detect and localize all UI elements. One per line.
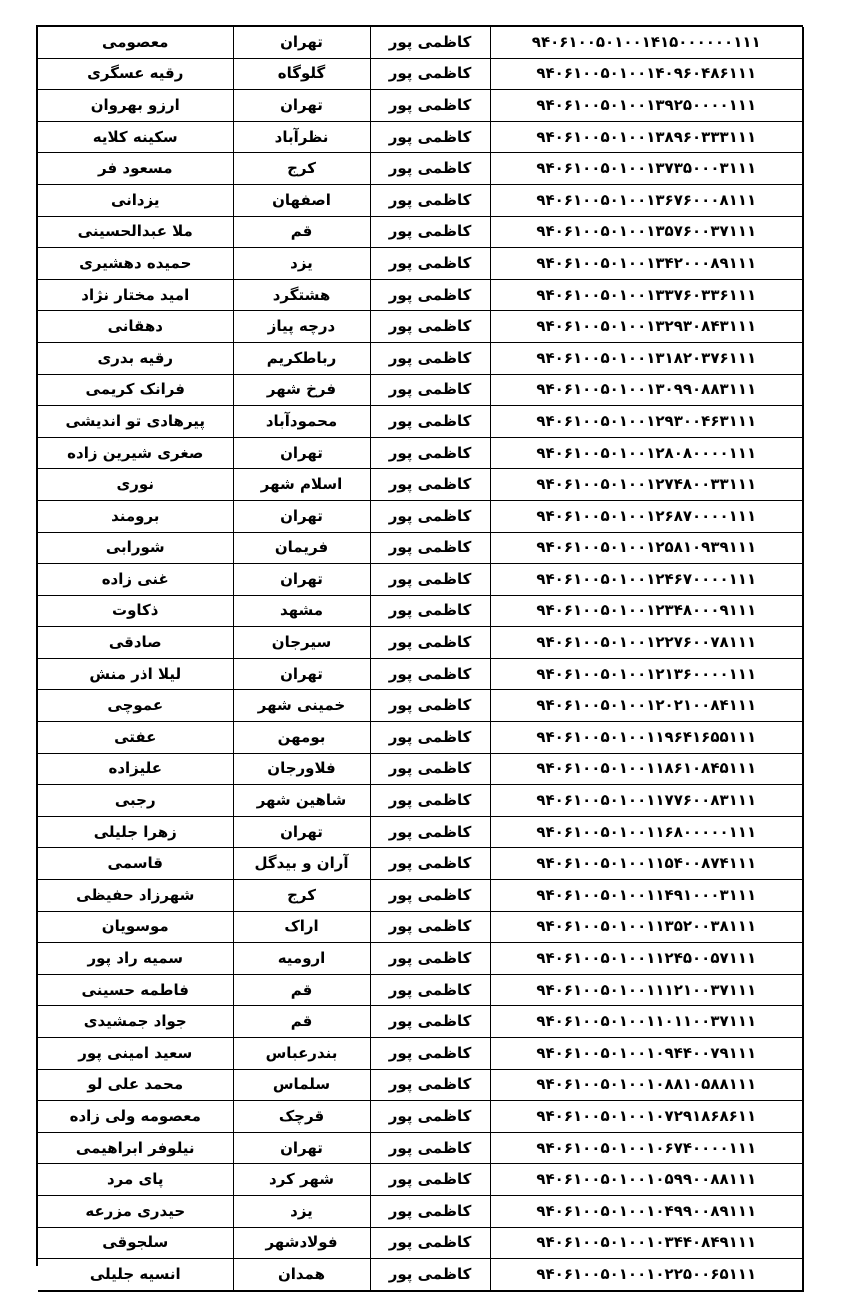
table-row <box>38 753 803 785</box>
agent-cell: کاظمی پور <box>370 279 490 311</box>
agent-cell: کاظمی پور <box>370 943 490 975</box>
account-code-cell: ۹۴۰۶۱۰۰۵۰۱۰۰۱۴۱۵۰۰۰۰۰۰۱۱۱ <box>490 27 803 58</box>
city-cell: همدان <box>233 1259 370 1291</box>
city-cell: بندرعباس <box>233 1038 370 1070</box>
agent-cell: کاظمی پور <box>370 1006 490 1038</box>
agent-cell: کاظمی پور <box>370 1259 490 1291</box>
table-row <box>38 500 803 532</box>
agent-cell: کاظمی پور <box>370 121 490 153</box>
table-row <box>38 184 803 216</box>
agent-cell: کاظمی پور <box>370 58 490 90</box>
city-cell: کرج <box>233 880 370 912</box>
city-cell: خمینی شهر <box>233 690 370 722</box>
person-name-cell: صغری شیرین زاده <box>38 437 233 469</box>
account-code-cell: ۹۴۰۶۱۰۰۵۰۱۰۰۱۲۲۷۶۰۰۷۸۱۱۱ <box>490 627 803 659</box>
account-code-cell: ۹۴۰۶۱۰۰۵۰۱۰۰۱۰۳۴۴۰۸۴۹۱۱۱ <box>490 1227 803 1259</box>
agent-cell: کاظمی پور <box>370 1069 490 1101</box>
city-cell: کرج <box>233 153 370 185</box>
person-name-cell: سکینه کلایه <box>38 121 233 153</box>
account-code-cell: ۹۴۰۶۱۰۰۵۰۱۰۰۱۱۳۵۲۰۰۳۸۱۱۱ <box>490 911 803 943</box>
person-name-cell: عفتی <box>38 722 233 754</box>
table-row <box>38 785 803 817</box>
account-code-cell: ۹۴۰۶۱۰۰۵۰۱۰۰۱۳۵۷۶۰۰۳۷۱۱۱ <box>490 216 803 248</box>
account-code-cell: ۹۴۰۶۱۰۰۵۰۱۰۰۱۲۶۸۷۰۰۰۰۱۱۱ <box>490 500 803 532</box>
account-code-cell: ۹۴۰۶۱۰۰۵۰۱۰۰۱۲۴۶۷۰۰۰۰۱۱۱ <box>490 564 803 596</box>
table-row <box>38 816 803 848</box>
person-name-cell: ارزو بهروان <box>38 90 233 122</box>
agent-cell: کاظمی پور <box>370 911 490 943</box>
person-name-cell: رجبی <box>38 785 233 817</box>
city-cell: شهر کرد <box>233 1164 370 1196</box>
city-cell: سیرجان <box>233 627 370 659</box>
agent-cell: کاظمی پور <box>370 753 490 785</box>
person-name-cell: صادقی <box>38 627 233 659</box>
person-name-cell: ذکاوت <box>38 595 233 627</box>
person-name-cell: یزدانی <box>38 184 233 216</box>
account-code-cell: ۹۴۰۶۱۰۰۵۰۱۰۰۱۴۰۹۶۰۴۸۶۱۱۱ <box>490 58 803 90</box>
person-name-cell: جواد جمشیدی <box>38 1006 233 1038</box>
account-code-cell: ۹۴۰۶۱۰۰۵۰۱۰۰۱۲۹۳۰۰۴۶۳۱۱۱ <box>490 406 803 438</box>
city-cell: تهران <box>233 564 370 596</box>
city-cell: تهران <box>233 658 370 690</box>
agent-cell: کاظمی پور <box>370 627 490 659</box>
table-row <box>38 153 803 185</box>
table-row <box>38 564 803 596</box>
city-cell: قرچک <box>233 1101 370 1133</box>
table-row <box>38 722 803 754</box>
account-code-cell: ۹۴۰۶۱۰۰۵۰۱۰۰۱۱۶۸۰۰۰۰۰۱۱۱ <box>490 816 803 848</box>
account-code-cell: ۹۴۰۶۱۰۰۵۰۱۰۰۱۰۸۸۱۰۵۸۸۱۱۱ <box>490 1069 803 1101</box>
city-cell: قم <box>233 216 370 248</box>
agent-cell: کاظمی پور <box>370 27 490 58</box>
city-cell: تهران <box>233 27 370 58</box>
table-row <box>38 1006 803 1038</box>
agent-cell: کاظمی پور <box>370 564 490 596</box>
person-name-cell: رقیه بدری <box>38 342 233 374</box>
table-row <box>38 216 803 248</box>
person-name-cell: لیلا اذر منش <box>38 658 233 690</box>
account-code-cell: ۹۴۰۶۱۰۰۵۰۱۰۰۱۲۰۲۱۰۰۸۴۱۱۱ <box>490 690 803 722</box>
city-cell: تهران <box>233 1132 370 1164</box>
agent-cell: کاظمی پور <box>370 374 490 406</box>
account-code-cell: ۹۴۰۶۱۰۰۵۰۱۰۰۱۲۱۳۶۰۰۰۰۱۱۱ <box>490 658 803 690</box>
account-code-cell: ۹۴۰۶۱۰۰۵۰۱۰۰۱۱۸۶۱۰۸۴۵۱۱۱ <box>490 753 803 785</box>
city-cell: محمودآباد <box>233 406 370 438</box>
table-row <box>38 27 803 58</box>
person-name-cell: پیرهادی تو اندیشی <box>38 406 233 438</box>
city-cell: گلوگاه <box>233 58 370 90</box>
person-name-cell: شورابی <box>38 532 233 564</box>
agent-cell: کاظمی پور <box>370 1164 490 1196</box>
table-row <box>38 1069 803 1101</box>
city-cell: اراک <box>233 911 370 943</box>
person-name-cell: غنی زاده <box>38 564 233 596</box>
table-row <box>38 1038 803 1070</box>
person-name-cell: سمیه راد پور <box>38 943 233 975</box>
person-name-cell: شهرزاد حفیظی <box>38 880 233 912</box>
city-cell: فریمان <box>233 532 370 564</box>
city-cell: اسلام شهر <box>233 469 370 501</box>
agent-cell: کاظمی پور <box>370 690 490 722</box>
table-row <box>38 1195 803 1227</box>
table-row <box>38 248 803 280</box>
person-name-cell: موسویان <box>38 911 233 943</box>
table-row <box>38 279 803 311</box>
table-row <box>38 121 803 153</box>
records-table <box>38 27 804 1292</box>
table-row <box>38 469 803 501</box>
agent-cell: کاظمی پور <box>370 1038 490 1070</box>
agent-cell: کاظمی پور <box>370 1132 490 1164</box>
person-name-cell: نیلوفر ابراهیمی <box>38 1132 233 1164</box>
account-code-cell: ۹۴۰۶۱۰۰۵۰۱۰۰۱۱۹۶۴۱۶۵۵۱۱۱ <box>490 722 803 754</box>
person-name-cell: فاطمه حسینی <box>38 974 233 1006</box>
table-row <box>38 943 803 975</box>
table-row <box>38 90 803 122</box>
agent-cell: کاظمی پور <box>370 974 490 1006</box>
agent-cell: کاظمی پور <box>370 595 490 627</box>
city-cell: مشهد <box>233 595 370 627</box>
agent-cell: کاظمی پور <box>370 722 490 754</box>
city-cell: اصفهان <box>233 184 370 216</box>
city-cell: سلماس <box>233 1069 370 1101</box>
person-name-cell: علیزاده <box>38 753 233 785</box>
table-row <box>38 311 803 343</box>
person-name-cell: زهرا جلیلی <box>38 816 233 848</box>
city-cell: بومهن <box>233 722 370 754</box>
agent-cell: کاظمی پور <box>370 342 490 374</box>
agent-cell: کاظمی پور <box>370 880 490 912</box>
city-cell: تهران <box>233 500 370 532</box>
account-code-cell: ۹۴۰۶۱۰۰۵۰۱۰۰۱۰۷۲۹۱۸۶۸۶۱۱ <box>490 1101 803 1133</box>
agent-cell: کاظمی پور <box>370 1195 490 1227</box>
person-name-cell: معصومه ولی زاده <box>38 1101 233 1133</box>
city-cell: فولادشهر <box>233 1227 370 1259</box>
agent-cell: کاظمی پور <box>370 848 490 880</box>
person-name-cell: عموچی <box>38 690 233 722</box>
agent-cell: کاظمی پور <box>370 500 490 532</box>
city-cell: تهران <box>233 816 370 848</box>
table-row <box>38 911 803 943</box>
person-name-cell: فرانک کریمی <box>38 374 233 406</box>
city-cell: یزد <box>233 1195 370 1227</box>
account-code-cell: ۹۴۰۶۱۰۰۵۰۱۰۰۱۰۹۴۴۰۰۷۹۱۱۱ <box>490 1038 803 1070</box>
table-row <box>38 848 803 880</box>
account-code-cell: ۹۴۰۶۱۰۰۵۰۱۰۰۱۱۱۲۱۰۰۳۷۱۱۱ <box>490 974 803 1006</box>
table-row <box>38 1259 803 1291</box>
table-row <box>38 658 803 690</box>
records-table-body <box>38 27 803 1291</box>
person-name-cell: ملا عبدالحسینی <box>38 216 233 248</box>
person-name-cell: قاسمی <box>38 848 233 880</box>
person-name-cell: مسعود فر <box>38 153 233 185</box>
person-name-cell: معصومی <box>38 27 233 58</box>
agent-cell: کاظمی پور <box>370 658 490 690</box>
person-name-cell: امید مختار نژاد <box>38 279 233 311</box>
person-name-cell: نوری <box>38 469 233 501</box>
city-cell: هشتگرد <box>233 279 370 311</box>
agent-cell: کاظمی پور <box>370 90 490 122</box>
table-row <box>38 58 803 90</box>
city-cell: تهران <box>233 437 370 469</box>
agent-cell: کاظمی پور <box>370 248 490 280</box>
agent-cell: کاظمی پور <box>370 816 490 848</box>
agent-cell: کاظمی پور <box>370 153 490 185</box>
person-name-cell: برومند <box>38 500 233 532</box>
table-row <box>38 1164 803 1196</box>
person-name-cell: دهقانی <box>38 311 233 343</box>
table-row <box>38 690 803 722</box>
account-code-cell: ۹۴۰۶۱۰۰۵۰۱۰۰۱۱۵۴۰۰۸۷۴۱۱۱ <box>490 848 803 880</box>
account-code-cell: ۹۴۰۶۱۰۰۵۰۱۰۰۱۳۳۷۶۰۳۳۶۱۱۱ <box>490 279 803 311</box>
city-cell: فلاورجان <box>233 753 370 785</box>
city-cell: ارومیه <box>233 943 370 975</box>
agent-cell: کاظمی پور <box>370 437 490 469</box>
table-row <box>38 1132 803 1164</box>
city-cell: تهران <box>233 90 370 122</box>
agent-cell: کاظمی پور <box>370 184 490 216</box>
city-cell: نظرآباد <box>233 121 370 153</box>
account-code-cell: ۹۴۰۶۱۰۰۵۰۱۰۰۱۰۵۹۹۰۰۸۸۱۱۱ <box>490 1164 803 1196</box>
account-code-cell: ۹۴۰۶۱۰۰۵۰۱۰۰۱۱۷۷۶۰۰۸۳۱۱۱ <box>490 785 803 817</box>
account-code-cell: ۹۴۰۶۱۰۰۵۰۱۰۰۱۰۴۹۹۰۰۸۹۱۱۱ <box>490 1195 803 1227</box>
table-row <box>38 342 803 374</box>
person-name-cell: سعید امینی پور <box>38 1038 233 1070</box>
agent-cell: کاظمی پور <box>370 1227 490 1259</box>
table-row <box>38 406 803 438</box>
city-cell: رباطکریم <box>233 342 370 374</box>
city-cell: شاهین شهر <box>233 785 370 817</box>
city-cell: فرخ شهر <box>233 374 370 406</box>
account-code-cell: ۹۴۰۶۱۰۰۵۰۱۰۰۱۳۷۳۵۰۰۰۳۱۱۱ <box>490 153 803 185</box>
agent-cell: کاظمی پور <box>370 1101 490 1133</box>
account-code-cell: ۹۴۰۶۱۰۰۵۰۱۰۰۱۳۲۹۳۰۸۴۳۱۱۱ <box>490 311 803 343</box>
account-code-cell: ۹۴۰۶۱۰۰۵۰۱۰۰۱۱۲۴۵۰۰۵۷۱۱۱ <box>490 943 803 975</box>
account-code-cell: ۹۴۰۶۱۰۰۵۰۱۰۰۱۰۶۷۴۰۰۰۰۱۱۱ <box>490 1132 803 1164</box>
person-name-cell: رقیه عسگری <box>38 58 233 90</box>
records-sheet <box>36 25 803 1283</box>
agent-cell: کاظمی پور <box>370 311 490 343</box>
person-name-cell: انسیه جلیلی <box>38 1259 233 1291</box>
account-code-cell: ۹۴۰۶۱۰۰۵۰۱۰۰۱۳۰۹۹۰۸۸۳۱۱۱ <box>490 374 803 406</box>
person-name-cell: حیدری مزرعه <box>38 1195 233 1227</box>
account-code-cell: ۹۴۰۶۱۰۰۵۰۱۰۰۱۳۹۲۵۰۰۰۰۱۱۱ <box>490 90 803 122</box>
table-row <box>38 974 803 1006</box>
account-code-cell: ۹۴۰۶۱۰۰۵۰۱۰۰۱۲۵۸۱۰۹۳۹۱۱۱ <box>490 532 803 564</box>
person-name-cell: سلجوقی <box>38 1227 233 1259</box>
agent-cell: کاظمی پور <box>370 406 490 438</box>
city-cell: قم <box>233 974 370 1006</box>
account-code-cell: ۹۴۰۶۱۰۰۵۰۱۰۰۱۳۱۸۲۰۳۷۶۱۱۱ <box>490 342 803 374</box>
table-row <box>38 1227 803 1259</box>
table-row <box>38 880 803 912</box>
agent-cell: کاظمی پور <box>370 216 490 248</box>
agent-cell: کاظمی پور <box>370 785 490 817</box>
city-cell: درچه پیاز <box>233 311 370 343</box>
agent-cell: کاظمی پور <box>370 469 490 501</box>
agent-cell: کاظمی پور <box>370 532 490 564</box>
table-row <box>38 437 803 469</box>
city-cell: یزد <box>233 248 370 280</box>
table-row <box>38 627 803 659</box>
city-cell: قم <box>233 1006 370 1038</box>
city-cell: آران و بیدگل <box>233 848 370 880</box>
account-code-cell: ۹۴۰۶۱۰۰۵۰۱۰۰۱۱۰۱۱۰۰۳۷۱۱۱ <box>490 1006 803 1038</box>
person-name-cell: حمیده دهشیری <box>38 248 233 280</box>
account-code-cell: ۹۴۰۶۱۰۰۵۰۱۰۰۱۲۷۴۸۰۰۳۳۱۱۱ <box>490 469 803 501</box>
account-code-cell: ۹۴۰۶۱۰۰۵۰۱۰۰۱۰۲۲۵۰۰۶۵۱۱۱ <box>490 1259 803 1291</box>
table-row <box>38 595 803 627</box>
table-row <box>38 1101 803 1133</box>
table-row <box>38 374 803 406</box>
person-name-cell: پای مرد <box>38 1164 233 1196</box>
account-code-cell: ۹۴۰۶۱۰۰۵۰۱۰۰۱۱۴۹۱۰۰۰۳۱۱۱ <box>490 880 803 912</box>
account-code-cell: ۹۴۰۶۱۰۰۵۰۱۰۰۱۳۴۲۰۰۰۸۹۱۱۱ <box>490 248 803 280</box>
account-code-cell: ۹۴۰۶۱۰۰۵۰۱۰۰۱۳۸۹۶۰۳۳۳۱۱۱ <box>490 121 803 153</box>
person-name-cell: محمد علی لو <box>38 1069 233 1101</box>
account-code-cell: ۹۴۰۶۱۰۰۵۰۱۰۰۱۲۳۴۸۰۰۰۹۱۱۱ <box>490 595 803 627</box>
account-code-cell: ۹۴۰۶۱۰۰۵۰۱۰۰۱۲۸۰۸۰۰۰۰۱۱۱ <box>490 437 803 469</box>
table-row <box>38 532 803 564</box>
account-code-cell: ۹۴۰۶۱۰۰۵۰۱۰۰۱۳۶۷۶۰۰۰۸۱۱۱ <box>490 184 803 216</box>
